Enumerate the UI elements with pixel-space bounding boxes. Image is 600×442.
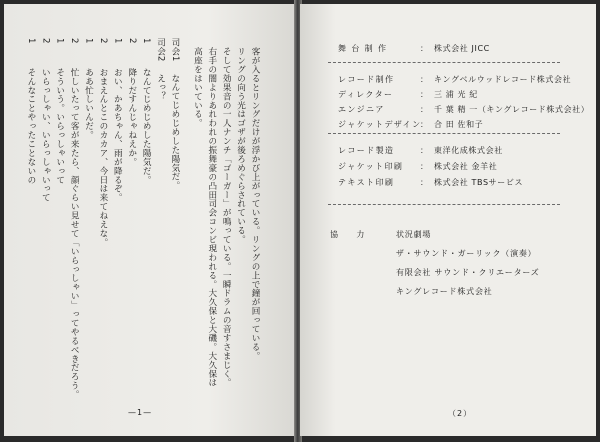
credit-colon: ： [420, 44, 428, 53]
credit-row [338, 118, 483, 132]
line-text: そして効果音の一人ナンチ「ゴーガー」が鳴っている。一瞬ドラムの音すさまじく。 [221, 47, 232, 388]
line-text: なんてじめじめした陽気だ。 [141, 67, 152, 185]
stage-direction [219, 38, 233, 418]
dialogue-line [24, 38, 38, 418]
speaker-label: 1 [25, 38, 36, 44]
credit-row [338, 42, 490, 56]
right-page-number: （2） [448, 409, 473, 418]
dialogue-line [38, 38, 52, 418]
speaker-label: 司会2 [155, 38, 166, 62]
credit-row [338, 73, 571, 87]
dialogue-line [81, 38, 95, 418]
line-text: ああ忙しいんだ。 [83, 67, 94, 140]
speaker-label: 2 [97, 38, 108, 44]
dialogue-line [139, 38, 153, 418]
dialogue-line [110, 38, 124, 418]
credit-role: レコード製造 [338, 146, 395, 155]
credit-role: ジャケット印刷 [338, 162, 404, 171]
stage-direction [190, 38, 204, 418]
credit-role: ディレクター [338, 90, 394, 99]
credit-role: テキスト印刷 [338, 178, 395, 187]
credit-row [338, 103, 589, 117]
speaker-label: 1 [112, 38, 123, 44]
dialogue-line [124, 38, 138, 418]
credit-colon: ： [420, 75, 428, 84]
credit-value: 株式会社 JICC [434, 44, 490, 53]
credit-colon: ： [420, 105, 428, 114]
line-text: なんてじめじめした陽気だ。 [169, 73, 180, 191]
divider-top [328, 62, 560, 63]
line-text: いらっしゃい、いらっしゃいって [40, 67, 51, 203]
cooperation-item: 状況劇場 [396, 230, 432, 239]
line-gap [182, 38, 190, 418]
line-text: 右手の闇よりあれわれの振舞豪の凸田司会コンビ現われる。大久保と大磯。大久保は [206, 47, 217, 388]
speaker-label: 2 [69, 38, 80, 44]
line-text: 降りだすんじゃねえか。 [126, 67, 137, 167]
credit-role: 舞 台 制 作 [338, 44, 388, 53]
line-text: おまえんとこのカカア、今日は来てねえな。 [97, 67, 108, 247]
speaker-label: 1 [54, 38, 65, 44]
line-text: おい、かあちゃん、雨が降るぞ。 [112, 67, 123, 203]
cooperation-item: ザ・サウンド・ガーリック（演奏） [396, 249, 537, 258]
cooperation-item: キングレコード株式会社 [396, 287, 493, 296]
divider-bottom [328, 204, 560, 205]
credit-row [338, 88, 478, 102]
line-text: そういう。いらっしゃいって [54, 67, 65, 185]
speaker-label: 2 [40, 38, 51, 44]
credit-row [338, 144, 503, 158]
credit-value: 三 浦 光 紀 [434, 90, 478, 99]
credit-role: ジャケットデザイン [338, 120, 422, 129]
divider-middle [328, 133, 560, 134]
left-page-number: —1— [128, 408, 153, 417]
speaker-label: 1 [141, 38, 152, 44]
line-text: 高座をはいている。 [192, 47, 203, 128]
credit-colon: ： [420, 120, 428, 129]
cooperation-item: 有限会社 サウンド・クリエーターズ [396, 268, 540, 277]
credit-value: 株式会社 TBSサービス [434, 178, 524, 187]
stage-direction [233, 38, 247, 418]
credit-colon: ： [420, 162, 428, 171]
speaker-label: 司会1 [169, 38, 180, 62]
dialogue-line [96, 38, 110, 418]
dialogue-line [52, 38, 66, 418]
stage-direction [248, 38, 262, 418]
script-text-column [24, 38, 263, 418]
speaker-label: 1 [83, 38, 94, 44]
dialogue-line [67, 38, 81, 418]
cooperation-label: 協 力 [330, 230, 366, 239]
credit-value: 株式会社 金羊社 [434, 162, 498, 171]
line-text: そんなことやったことないの [25, 67, 36, 185]
right-page [300, 4, 596, 436]
line-text: 忙しいたって客が来たら、顔ぐらい見せて「いらっしゃい」ってやるべきだろう。 [69, 67, 80, 399]
speaker-label: 2 [126, 38, 137, 44]
credit-colon: ： [420, 178, 428, 187]
line-text: リングの向う光はゴザが後ろめぐらされている。 [235, 47, 246, 244]
credit-role: エンジニア [338, 105, 385, 114]
left-page [4, 4, 296, 436]
credit-value: キングベルウッドレコード株式会社 [434, 75, 572, 84]
credit-colon: ： [420, 90, 428, 99]
stage-direction [204, 38, 218, 418]
dialogue-line [168, 38, 182, 418]
credit-colon: ： [420, 146, 428, 155]
credit-value: 東洋化成株式会社 [434, 146, 503, 155]
credit-role: レコード制作 [338, 75, 395, 84]
dialogue-line [153, 38, 167, 418]
credit-value: 千 葉 精 一（キングレコード株式会社） [434, 105, 590, 114]
credit-row [338, 160, 497, 174]
line-text: 客が入るとリングだけが浮かび上がっている。リングの上で鐘が回っている。 [250, 47, 260, 361]
line-text: えっ？ [155, 73, 166, 101]
credit-row [338, 176, 523, 190]
credit-value: 合 田 佐和子 [434, 120, 484, 129]
